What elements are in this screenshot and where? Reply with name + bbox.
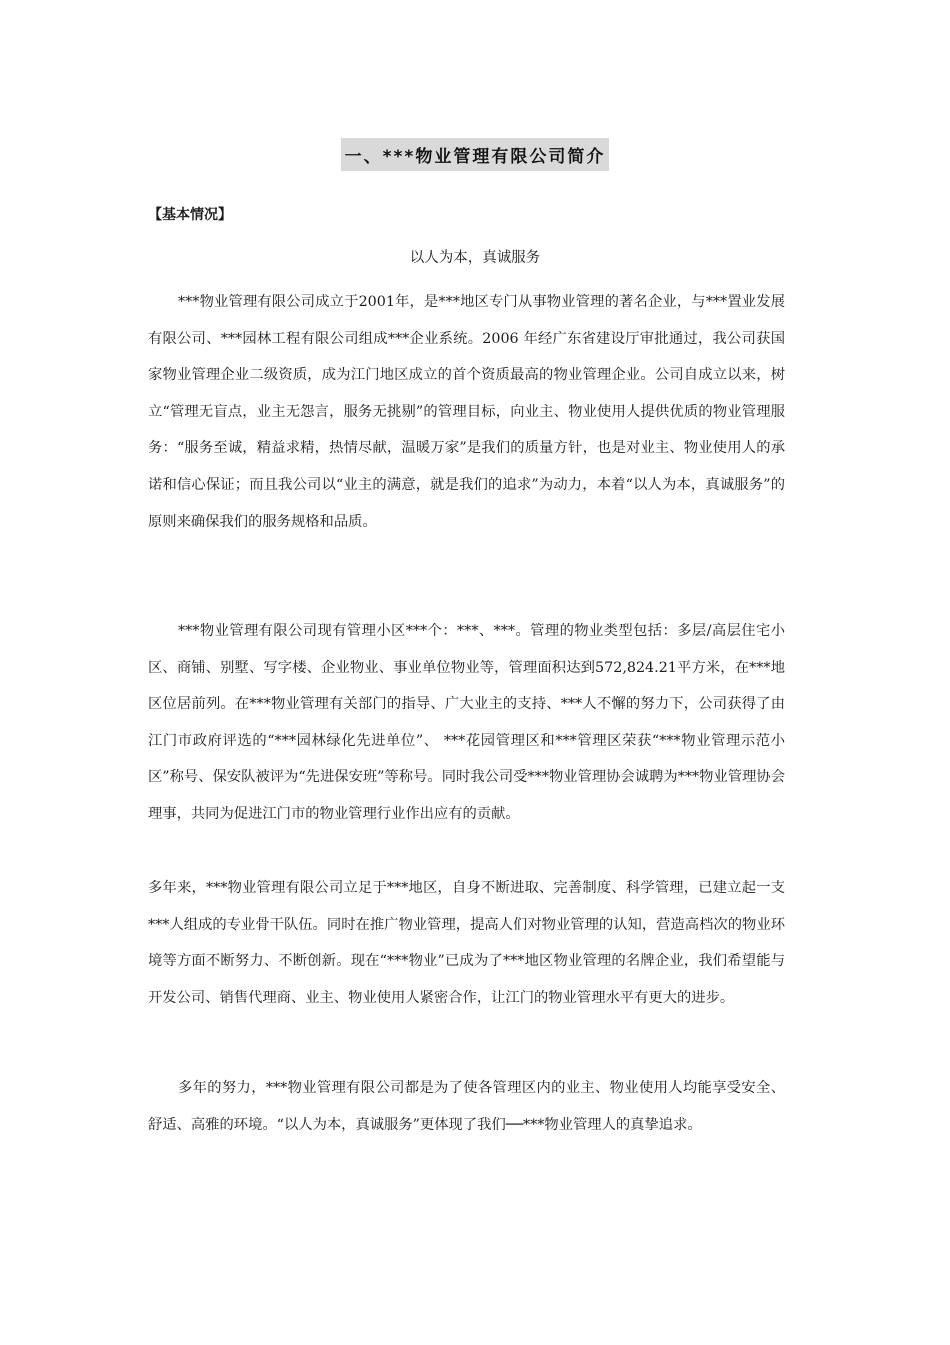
paragraph-team-development: 多年来，***物业管理有限公司立足于***地区，自身不断进取、完善制度、科学管理，已建立起一支***人组成的专业骨干队伍。同时在推广物业管理，提高人们对物业管理的认知，营造高档次的物业环境等方面不断努力、不断创新。现在“***物业”已成为了***地区物业管理的名牌企业，我们希望能与开发公司、销售代理商、业主、物业使用人紧密合作，让江门的物业管理水平有更大的进步。 [148,880,785,1006]
paragraph-company-overview: ***物业管理有限公司成立于2001年，是***地区专门从事物业管理的著名企业，与***置业发展有限公司、***园林工程有限公司组成***企业系统。2006 年经广东省建设厅审批通过，我公司获国家物业管理企业二级资质，成为江门地区成立的首个资质最高的物业管理企业。公司自成立以来，树立“管理无盲点，业主无怨言，服务无挑剔”的管理目标，向业主、物业使用人提供优质的物业管理服务：“服务至诚，精益求精，热情尽献，温暖万家”是我们的质量方针，也是对业主、物业使用人的承诺和信心保证；而且我公司以“业主的满意，就是我们的追求”为动力，本着“以人为本，真诚服务”的原则来确保我们的服务规格和品质。 [148,294,785,530]
title-container [0,138,950,171]
section-label: 【基本情况】 [148,207,232,223]
slogan-heading: 以人为本，真诚服务 [409,250,541,266]
paragraph-managed-properties: ***物业管理有限公司现有管理小区***个：***、***。管理的物业类型包括：多层/高层住宅小区、商铺、别墅、写字楼、企业物业、事业单位物业等，管理面积达到572,824.21平方米，在***地区位居前列。在***物业管理有关部门的指导、广大业主的支持、***人不懈的努力下，公司获得了由江门市政府评选的“***园林绿化先进单位”、 ***花园管理区和***管理区荣获“***物业管理示范小区”称号、保安队被评为“先进保安班”等称号。同时我公司受***物业管理协会诚聘为***物业管理协会理事，共同为促进江门市的物业管理行业作出应有的贡献。 [148,623,785,822]
paragraph-closing: 多年的努力，***物业管理有限公司都是为了使各管理区内的业主、物业使用人均能享受安全、舒适、高雅的环境。“以人为本，真诚服务”更体现了我们──***物业管理人的真挚追求。 [148,1080,785,1133]
document-title: 一、***物业管理有限公司简介 [341,138,610,171]
